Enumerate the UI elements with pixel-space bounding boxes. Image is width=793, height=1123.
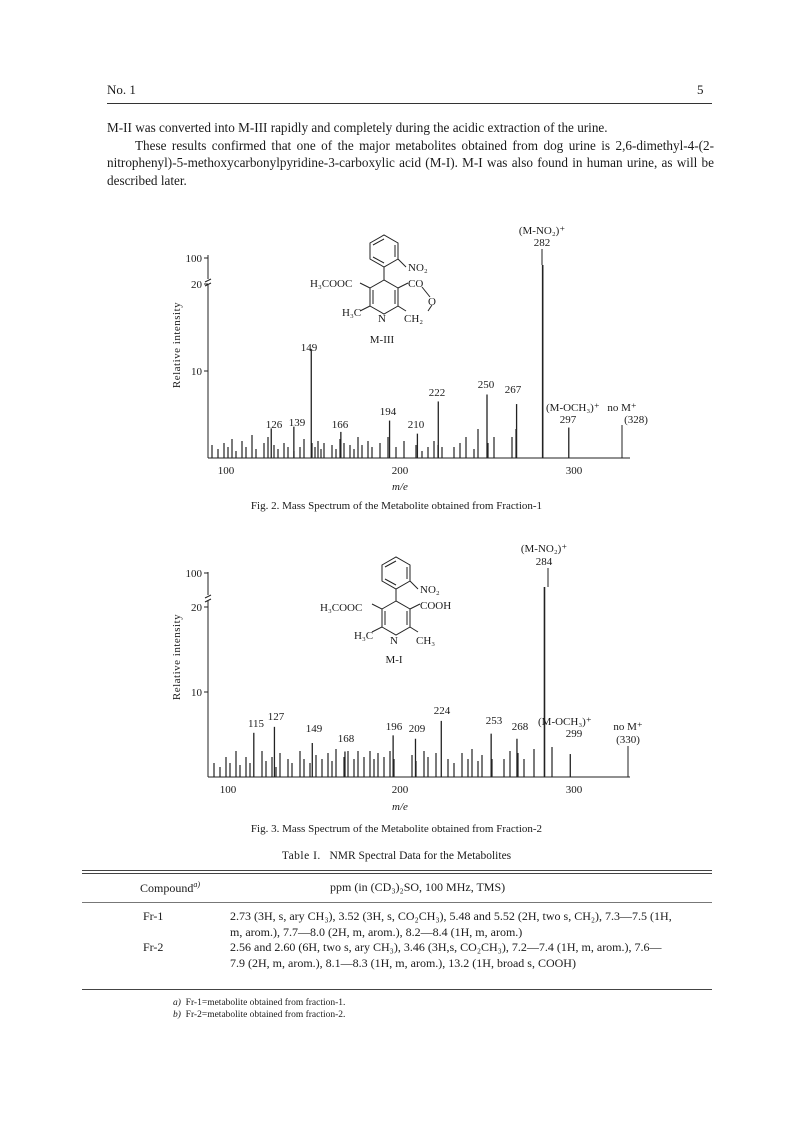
- fig2-xtick-100: 100: [217, 465, 235, 477]
- table-title-prefix: Table I.: [281, 850, 321, 862]
- fig3-peak-label-127: 127: [267, 711, 285, 723]
- table-rule-top: [82, 870, 712, 871]
- fig2-minor-peaks: [212, 429, 516, 458]
- fig2-struct-o: O: [428, 296, 436, 308]
- fig3-pyridine-ring: [382, 601, 410, 635]
- fig2-annot-och3: (M-OCH₃)⁺: [546, 402, 600, 414]
- table-title: [0, 850, 793, 862]
- body-text: [107, 119, 714, 189]
- paragraph-2: These results confirmed that one of the major metabolites obtained from dog urine is 2,6-dimethyl-4-(2-nitrophenyl)-5-methoxycarbonylpyridine-3-carboxylic acid (M-I). M-I was also found in human urine, as will be described later.: [107, 137, 714, 188]
- fig3-peak-group: [254, 587, 570, 777]
- fig2-annot-nom-mz: (328): [624, 414, 648, 426]
- fig3-minor-peaks: [214, 747, 552, 777]
- fig2-ytick-label-100: 100: [185, 253, 202, 265]
- table-footnote-a: a) Fr-1=metabolite obtained from fraction-1.: [173, 998, 346, 1008]
- fig2-caption: Fig. 2. Mass Spectrum of the Metabolite obtained from Fraction-1: [250, 500, 543, 512]
- fig3-struct-no2: NO₂: [420, 584, 440, 596]
- fig3-struct-n: N: [390, 635, 398, 647]
- table-footnote-b: b) Fr-2=metabolite obtained from fraction-2.: [173, 1010, 346, 1020]
- fig2-peak-label-126: 126: [265, 419, 283, 431]
- figure-2-chart: [160, 225, 660, 495]
- fig2-struct-co: CO: [408, 278, 424, 290]
- table-rule-top-2: [82, 873, 712, 874]
- fig2-annot-nom: no M⁺: [607, 402, 637, 414]
- figure-3-chart: [160, 537, 660, 815]
- fig3-benzene-ring: [382, 557, 410, 589]
- fig3-xtick-200: 200: [391, 784, 409, 796]
- fig3-ytick-label-100: 100: [185, 568, 202, 580]
- fig2-xlabel: m/e: [392, 481, 408, 493]
- fig3-annot-och3: (M-OCH₃)⁺: [538, 716, 592, 728]
- table-rule-bottom: [82, 989, 712, 990]
- fig2-peak-label-222: 222: [428, 387, 446, 399]
- fig3-peak-label-149: 149: [305, 723, 323, 735]
- fig3-struct-name: M-I: [385, 654, 403, 666]
- table-header-compound: Compound$^{a)}$: [140, 880, 201, 895]
- fig3-peak-label-209: 209: [408, 723, 426, 735]
- fig2-peak-label-250: 250: [477, 379, 495, 391]
- fig3-structure: [372, 557, 420, 635]
- fig2-peak-label-139: 139: [288, 417, 306, 429]
- fig2-benzene-ring: [370, 235, 398, 267]
- journal-issue: No. 1: [107, 82, 136, 97]
- fig2-struct-no2: NO₂: [408, 262, 428, 274]
- fig3-annot-nom-mz: (330): [616, 734, 640, 746]
- fig3-xlabel: m/e: [392, 801, 408, 813]
- header-rule: [107, 103, 712, 104]
- fig2-annot-base-mz: 282: [533, 237, 551, 249]
- fig3-annot-base-mz: 284: [535, 556, 553, 568]
- paragraph-1: M-II was converted into M-III rapidly and completely during the acidic extraction of the urine.: [107, 120, 608, 135]
- fig3-caption: Fig. 3. Mass Spectrum of the Metabolite obtained from Fraction-2: [250, 823, 543, 835]
- fig3-xtick-300: 300: [565, 784, 583, 796]
- table-row-1-compound: Fr-1: [143, 909, 164, 923]
- fig3-peak-label-115: 115: [247, 718, 265, 730]
- fig3-y-break-1: [205, 595, 211, 598]
- fig2-structure: [360, 235, 432, 314]
- fig3-ylabel: Relative intensity: [171, 613, 183, 701]
- fig3-peak-label-268: 268: [511, 721, 529, 733]
- table-row-2-data: 2.56 and 2.60 (6H, two s, ary CH₃), 3.46 (3H,s, CO₂CH₃), 7.2—7.4 (1H, m, arom.), 7.6—7.9 (2H, m, arom.), 8.1—8.3 (1H, m, arom.), 13.2 (1H, broad s, COOH): [230, 940, 662, 970]
- fig3-annot-nom: no M⁺: [613, 721, 643, 733]
- fig2-peak-label-149: 149: [300, 342, 318, 354]
- fig2-annot-base: (M-NO₂)⁺: [518, 225, 566, 237]
- table-row-1-data: 2.73 (3H, s, ary CH₃), 3.52 (3H, s, CO₂CH₃), 5.48 and 5.52 (2H, two s, CH₂), 7.3—7.5 (1H, m, arom.), 7.7—8.0 (2H, m, arom.), 8.2—8.4 (1H, m, arom.): [230, 909, 672, 939]
- table-header-ppm: ppm (in (CD₃)₂SO, 100 MHz, TMS): [330, 880, 506, 894]
- table-row-2-compound: Fr-2: [143, 940, 164, 954]
- fig3-annot-och3-mz: 299: [565, 728, 583, 740]
- fig3-struct-ester: H₃COOC: [320, 602, 363, 614]
- fig3-peak-label-253: 253: [485, 715, 503, 727]
- fig2-peak-label-210: 210: [407, 419, 425, 431]
- fig2-peak-label-166: 166: [331, 419, 349, 431]
- fig2-xtick-300: 300: [565, 465, 583, 477]
- fig3-ytick-label-10: 10: [191, 687, 202, 699]
- fig2-peak-label-267: 267: [504, 384, 522, 396]
- fig2-ylabel: Relative intensity: [171, 301, 183, 389]
- fig3-peak-label-224: 224: [433, 705, 451, 717]
- fig3-annot-base: (M-NO₂)⁺: [520, 543, 568, 555]
- fig2-ytick-label-10: 10: [191, 366, 202, 378]
- fig2-struct-ch: CH₂: [404, 313, 424, 325]
- fig3-xtick-100: 100: [219, 784, 237, 796]
- table-rule-mid: [82, 902, 712, 903]
- fig2-struct-ester: H₃COOC: [310, 278, 353, 290]
- fig2-struct-name: M-III: [369, 334, 395, 346]
- fig3-ytick-label-20: 20: [191, 602, 202, 614]
- fig2-struct-n: N: [378, 313, 386, 325]
- fig3-struct-co: COOH: [420, 600, 452, 612]
- table-title-text: NMR Spectral Data for the Metabolites: [329, 850, 512, 862]
- fig2-annot-och3-mz: 297: [559, 414, 577, 426]
- fig2-peak-label-194: 194: [379, 406, 397, 418]
- fig3-struct-ch: CH₃: [416, 635, 436, 647]
- fig2-xtick-200: 200: [391, 465, 409, 477]
- fig2-pyridine-ring: [370, 280, 398, 314]
- fig2-struct-h3c: H₃C: [342, 307, 362, 319]
- page-number: 5: [697, 82, 704, 97]
- fig2-y-break-1: [205, 279, 211, 282]
- fig3-peak-label-168: 168: [337, 733, 355, 745]
- fig2-ytick-label-20: 20: [191, 279, 202, 291]
- fig3-peak-label-196: 196: [385, 721, 403, 733]
- fig3-struct-h3c: H₃C: [354, 630, 374, 642]
